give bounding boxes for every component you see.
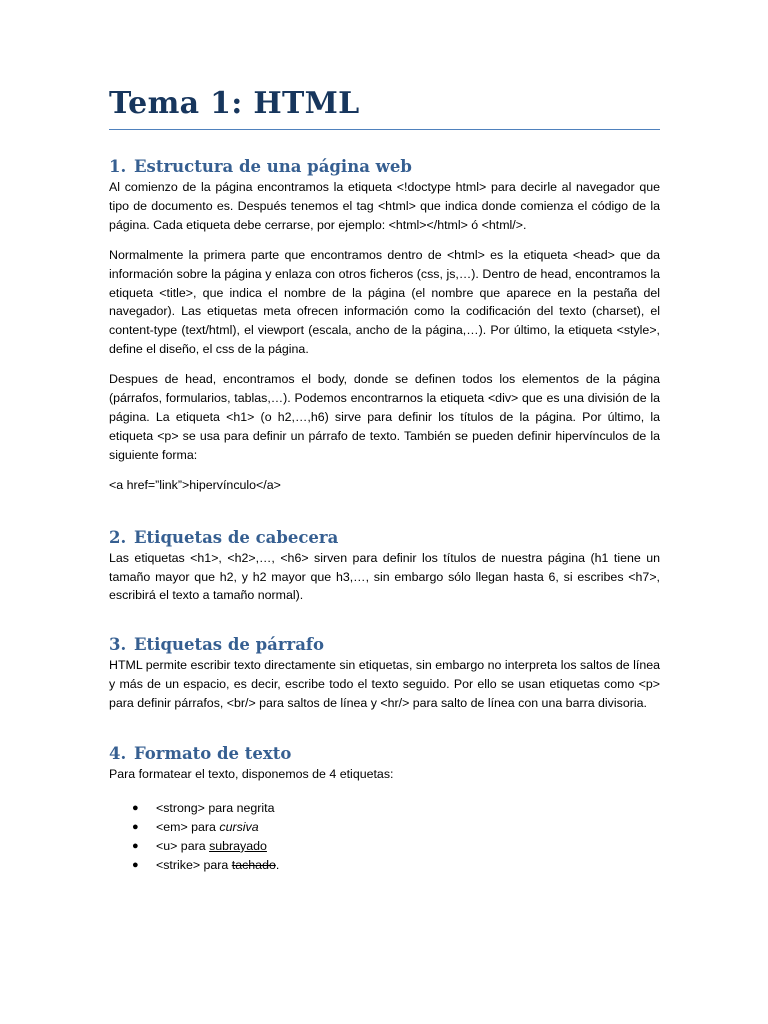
section-number: 3. xyxy=(109,635,127,655)
format-word: subrayado xyxy=(209,838,267,853)
section-heading xyxy=(109,634,660,656)
tag-text: <strike> para xyxy=(156,857,232,872)
tag-text: <u> para xyxy=(156,838,210,853)
paragraph: Al comienzo de la página encontramos la etiqueta <!doctype html> para decirle al navegador que tipo de documento es. Después tenemos el tag <html> que indica donde comienza el código de la página. Cada etiqueta debe cerrarse, por ejemplo: <html></html> ó <html/>. xyxy=(109,180,660,232)
tag-text: <em> para xyxy=(156,819,220,834)
section-formato xyxy=(109,743,660,875)
format-word: cursiva xyxy=(219,819,259,834)
section-cabecera xyxy=(109,527,660,606)
section-number: 4. xyxy=(109,744,127,764)
paragraph: Despues de head, encontramos el body, donde se definen todos los elementos de la página (párrafos, formularios, tablas,…). Podemos encontrarnos la etiqueta <div> que es una división de la página. La etiqueta <h1> (o h2,…,h6) sirve para definir los títulos de la página. Por último, la etiqueta <p> se usa para definir un párrafo de texto. También se pueden definir hipervínculos de la siguiente forma: xyxy=(109,372,660,462)
section-title: Etiquetas de párrafo xyxy=(133,635,325,655)
section-heading xyxy=(109,156,660,178)
bullet-icon: ● xyxy=(132,801,139,814)
list-item xyxy=(109,856,660,875)
paragraph: Para formatear el texto, disponemos de 4 etiquetas: xyxy=(109,767,394,782)
section-number: 2. xyxy=(109,527,127,547)
paragraph: Las etiquetas <h1>, <h2>,…, <h6> sirven para definir los títulos de nuestra página (h1 tiene un tamaño mayor que h2, y h2 mayor que h3,…, sin embargo sólo llegan hasta 6, si escribes <h7>, escribirá el texto a tamaño normal). xyxy=(109,550,660,603)
section-heading xyxy=(109,527,660,549)
section-title: Etiquetas de cabecera xyxy=(133,527,339,547)
section-title: Estructura de una página web xyxy=(133,157,412,176)
paragraph: Normalmente la primera parte que encontramos dentro de <html> es la etiqueta <head> que da información sobre la página y enlaza con otros ficheros (css, js,…). Dentro de head, encontramos la etiqueta <title>, que indica el nombre de la página (el nombre que aparece en la pestaña del navegador). Las etiquetas meta ofrecen información como la codificación del texto (charset), el content-type (text/html), el viewport (escala, ancho de la página,…). Por último, la etiqueta <style>, define el diseño, el css de la página. xyxy=(109,247,660,357)
bullet-icon: ● xyxy=(132,820,139,833)
format-tag-list xyxy=(109,799,660,875)
document-page xyxy=(109,84,660,875)
format-word: negrita xyxy=(236,800,275,815)
list-item xyxy=(109,837,660,856)
section-heading xyxy=(109,743,660,765)
section-title: Formato de texto xyxy=(133,744,292,764)
list-item xyxy=(109,818,660,837)
paragraph: HTML permite escribir texto directamente sin etiquetas, sin embargo no interpreta los saltos de línea y más de un espacio, es decir, escribe todo el texto seguido. Por ello se usan etiquetas como <p> para definir párrafos, <br/> para saltos de línea y <hr/> para salto de línea con una barra divisoria. xyxy=(109,658,660,711)
section-number: 1. xyxy=(109,157,127,176)
punctuation: . xyxy=(275,857,280,872)
list-item xyxy=(109,799,660,818)
section-parrafo xyxy=(109,634,660,713)
bullet-icon: ● xyxy=(132,858,139,871)
code-example: <a href=”link”>hipervínculo</a> xyxy=(109,477,281,492)
bullet-icon: ● xyxy=(132,839,139,852)
tag-text: <strong> para xyxy=(156,800,237,815)
page-title: Tema 1: HTML xyxy=(109,84,660,130)
format-word: tachado xyxy=(231,857,276,872)
section-estructura xyxy=(109,156,660,495)
